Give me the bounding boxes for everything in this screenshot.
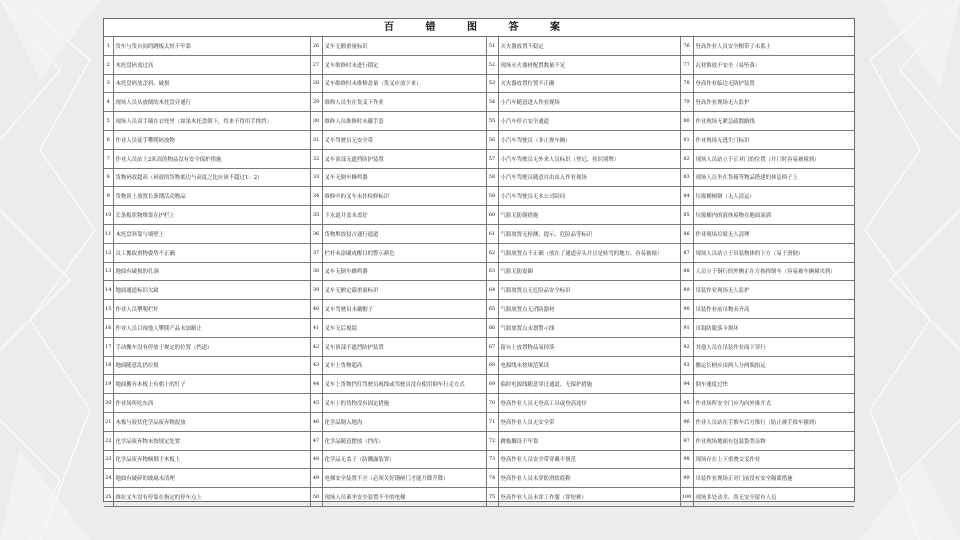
item-number: 30	[310, 112, 322, 131]
item-text: 地面搬弃木板上有朝上的钉子	[113, 375, 310, 394]
item-text: 作业现场无逃生门标识	[693, 130, 854, 149]
item-number: 82	[680, 149, 693, 168]
item-text: 小汽车停占安全通道	[498, 112, 680, 131]
item-number: 31	[310, 130, 322, 149]
item-number: 42	[310, 337, 322, 356]
item-number: 100	[680, 488, 693, 507]
item-text: 灭火器放置位置不正确	[498, 74, 680, 93]
item-text: 小汽车驾驶员（非正规车辆）	[498, 130, 680, 149]
item-text: 登高作业人员安全帽带子未系上	[693, 37, 854, 55]
item-text: 现场存在上下重叠交叉作业	[693, 450, 854, 469]
item-number: 52	[486, 55, 498, 74]
table-row	[104, 112, 854, 131]
item-number: 3	[104, 74, 113, 93]
item-text: 垃圾桶内的液体废物在地面流淌	[693, 206, 854, 225]
item-text: 地面有破碎的玻璃未清理	[113, 469, 310, 488]
item-text: 登高作业现场无人监护	[693, 93, 854, 112]
item-text: 跳板搁设不牢靠	[498, 431, 680, 450]
table-row	[104, 93, 854, 112]
item-text: 化学品倒入地沟	[322, 412, 486, 431]
table-row	[104, 488, 854, 507]
item-text: 地面有破损的孔洞	[113, 262, 310, 281]
item-text: 作业人员站在手推车后方推行（防止被手推车撞到）	[693, 412, 854, 431]
item-text: 叉车顶部无遮挡防护装置	[322, 149, 486, 168]
item-number: 99	[680, 469, 693, 488]
item-text: 叉车顶部不遮挡防护装置	[322, 337, 486, 356]
item-text: 作业人员目视他人攀爬产品未加制止	[113, 318, 310, 337]
item-text: 吊装作业前吊物未齐高	[693, 300, 854, 319]
item-number: 4	[104, 93, 113, 112]
item-text: 木托盘码放歪斜、破损	[113, 74, 310, 93]
table-row	[104, 224, 854, 243]
item-number: 81	[680, 130, 693, 149]
item-number: 39	[310, 281, 322, 300]
item-text: 推拉叉车没有停靠在指定的停车点上	[113, 488, 310, 507]
table-row	[104, 168, 854, 187]
item-number: 28	[310, 74, 322, 93]
item-text: 现场灭火器材配置数量不足	[498, 55, 680, 74]
item-text: 现场人员乘坐安全装置不全的电梯	[322, 488, 486, 507]
item-number: 7	[104, 149, 113, 168]
item-text: 搬运长柄应由两人分两端抬运	[693, 356, 854, 375]
item-text: 小汽车驾驶员无本公司陪同	[498, 187, 680, 206]
table-row	[104, 431, 854, 450]
item-text: 作业现场地面有包装袋类杂物	[693, 431, 854, 450]
item-number: 69	[486, 375, 498, 394]
item-number: 97	[680, 431, 693, 450]
item-number: 29	[310, 93, 322, 112]
table-row	[104, 318, 854, 337]
item-number: 13	[104, 262, 113, 281]
item-text: 叉车维修时未进行锁定	[322, 55, 486, 74]
item-text: 作业场所吃东西	[113, 394, 310, 413]
item-number: 35	[310, 206, 322, 225]
item-text: 气瓶放置无检测、提示、危险品等标识	[498, 224, 680, 243]
item-number: 10	[104, 206, 113, 225]
table-row	[104, 130, 854, 149]
item-text: 登高作业人员未穿防滑软底鞋	[498, 469, 680, 488]
item-number: 20	[104, 394, 113, 413]
item-number: 70	[486, 394, 498, 413]
table-row	[104, 55, 854, 74]
item-text: 维修人员维修时未戴手套	[322, 112, 486, 131]
item-number: 40	[310, 300, 322, 319]
item-text: 维修中的叉车未挂检修标识	[322, 187, 486, 206]
item-number: 18	[104, 356, 113, 375]
item-number: 95	[680, 394, 693, 413]
item-text: 气瓶放置点无消防器材	[498, 300, 680, 319]
item-number: 84	[680, 187, 693, 206]
item-number: 56	[486, 130, 498, 149]
item-text: 叉车无倒车蜂鸣器	[322, 168, 486, 187]
item-number: 60	[486, 206, 498, 225]
item-number: 75	[486, 488, 498, 507]
item-text: 现场多处动幸、尚无安全留有人员	[693, 488, 854, 507]
item-text: 登高作业人员未穿工作服（穿短裤）	[498, 488, 680, 507]
item-text: 其他人员在吊装作业面下穿行	[693, 337, 854, 356]
item-number: 2	[104, 55, 113, 74]
item-number: 61	[486, 224, 498, 243]
item-text: 临时电源线随意穿过通道、无保护措施	[498, 375, 680, 394]
item-number: 78	[680, 74, 693, 93]
item-number: 94	[680, 375, 693, 394]
item-number: 47	[310, 431, 322, 450]
item-text: 倒车速度过快	[693, 375, 854, 394]
item-text: 木托盘码放过高	[113, 55, 310, 74]
item-text: 地面通道标识欠缺	[113, 281, 310, 300]
item-text: 化学品废弃物倾倒于木板上	[113, 450, 310, 469]
item-number: 68	[486, 356, 498, 375]
table-row	[104, 187, 854, 206]
item-number: 21	[104, 412, 113, 431]
item-text: 下水道井盖未盖好	[322, 206, 486, 225]
item-number: 74	[486, 469, 498, 488]
item-text: 作业人员攀爬栏杆	[113, 300, 310, 319]
item-text: 登高作业人员无登高工具或登高途径	[498, 394, 680, 413]
item-number: 72	[486, 431, 498, 450]
table-row	[104, 281, 854, 300]
item-text: 维修人员坐在货叉下作业	[322, 93, 486, 112]
item-number: 6	[104, 130, 113, 149]
item-number: 59	[486, 187, 498, 206]
item-text: 叉车无倒车蜂鸣器	[322, 262, 486, 281]
item-text: 现场人员从放倒的木托盘旁通行	[113, 93, 310, 112]
item-text: 吊钩防脱落卡损坏	[693, 318, 854, 337]
table-row	[104, 300, 854, 319]
item-text: 货车与货台间的跳板太短不牢靠	[113, 37, 310, 55]
item-text: 气瓶放置点无危险品安全标识	[498, 281, 680, 300]
item-number: 88	[680, 262, 693, 281]
item-number: 14	[104, 281, 113, 300]
item-number: 65	[486, 300, 498, 319]
item-number: 19	[104, 375, 113, 394]
item-number: 44	[310, 375, 322, 394]
item-text: 瓦材推放不安全（易坠落）	[693, 55, 854, 74]
item-text: 现场人员双手插在衣兜里（如果木托盘倒下，将来不得用手撑挡）	[113, 112, 310, 131]
item-text: 气瓶放置点未划警示线	[498, 318, 680, 337]
item-number: 66	[486, 318, 498, 337]
item-text: 现场人员坐在货箱等物品搭建的休息椅子上	[693, 168, 854, 187]
item-text: 员工搬取重物姿势不正确	[113, 243, 310, 262]
table-row	[104, 243, 854, 262]
item-text: 作业人员徒手攀爬码放物	[113, 130, 310, 149]
item-number: 5	[104, 112, 113, 131]
item-number: 98	[680, 450, 693, 469]
item-text: 货物堆放侵占通行通道	[322, 224, 486, 243]
item-number: 51	[486, 37, 498, 55]
item-text: 灭火器放置不稳定	[498, 37, 680, 55]
item-text: 叉车无后视镜	[322, 318, 486, 337]
item-number: 23	[104, 450, 113, 469]
item-text: 电梯安全装置不全（必须关好钢闸门才能升降升降）	[322, 469, 486, 488]
table-row	[104, 412, 854, 431]
item-text: 作业现场垃圾无人清理	[693, 224, 854, 243]
item-text: 叉车无额定载重量标识	[322, 281, 486, 300]
item-number: 55	[486, 112, 498, 131]
item-text: 现场人员站立于正对门的位置（开门时容易被撞到）	[693, 149, 854, 168]
table-row	[104, 149, 854, 168]
item-number: 1	[104, 37, 113, 55]
item-number: 92	[680, 337, 693, 356]
item-number: 26	[310, 37, 322, 55]
item-number: 50	[310, 488, 322, 507]
table-row	[104, 450, 854, 469]
item-text: 叉车上货物挡住驾驶员视线或驾驶员没有使用倒车行走方式	[322, 375, 486, 394]
table-row	[104, 262, 854, 281]
item-number: 11	[104, 224, 113, 243]
item-text: 小汽车驾驶员随意自由出入作业现场	[498, 168, 680, 187]
answer-table-body	[104, 37, 854, 506]
item-text: 人员立于铜行的外侧正在方指挥倒车（容易被车辆撞夹到）	[693, 262, 854, 281]
item-number: 33	[310, 168, 322, 187]
item-number: 16	[104, 318, 113, 337]
item-number: 64	[486, 281, 498, 300]
item-text: 化学品无盖子（防溅露装置）	[322, 450, 486, 469]
item-number: 49	[310, 469, 322, 488]
table-row	[104, 37, 854, 55]
item-number: 36	[310, 224, 322, 243]
item-number: 22	[104, 431, 113, 450]
item-number: 54	[486, 93, 498, 112]
item-text: 登高作业临边无防护装置	[693, 74, 854, 93]
item-text: 叉车上的货物没有固定措施	[322, 394, 486, 413]
item-number: 38	[310, 262, 322, 281]
table-row	[104, 356, 854, 375]
item-text: 手动搬车没有停放于规定的位置（挡道）	[113, 337, 310, 356]
item-text: 叉车无额重量标识	[322, 37, 486, 55]
item-number: 93	[680, 356, 693, 375]
item-text: 木托盘斜靠与墙壁上	[113, 224, 310, 243]
item-text: 作业场所安全门应为向外推开式	[693, 394, 854, 413]
item-number: 67	[486, 337, 498, 356]
item-number: 17	[104, 337, 113, 356]
item-number: 53	[486, 74, 498, 93]
item-number: 62	[486, 243, 498, 262]
item-text: 登高作业人员无安全带	[498, 412, 680, 431]
item-text: 登高作业人员安全带穿戴不规范	[498, 450, 680, 469]
item-text: 化学品随意摆放（挡库）	[322, 431, 486, 450]
item-text: 叉车驾驶员未戴帽子	[322, 300, 486, 319]
item-text: 气瓶放置点不正确（放在了通道旁头并且是转弯的地方、容易被撞）	[498, 243, 680, 262]
item-number: 41	[310, 318, 322, 337]
item-number: 46	[310, 412, 322, 431]
item-text: 吊装作业现场无人监护	[693, 281, 854, 300]
item-number: 32	[310, 149, 322, 168]
item-number: 73	[486, 450, 498, 469]
item-number: 63	[486, 262, 498, 281]
item-text: 作业现场无紧急疏散路线	[693, 112, 854, 131]
item-number: 43	[310, 356, 322, 375]
item-number: 89	[680, 281, 693, 300]
item-number: 87	[680, 243, 693, 262]
item-number: 8	[104, 168, 113, 187]
item-text: 作业人员站上2米高的物品没有安全保护措施	[113, 149, 310, 168]
item-text: 现场人员站立于吊装物体的下方（易于滑倒）	[693, 243, 854, 262]
answer-table	[104, 37, 854, 507]
item-number: 79	[680, 93, 693, 112]
item-number: 48	[310, 450, 322, 469]
table-row	[104, 74, 854, 93]
item-text: 化学品废弃物未按规定处置	[113, 431, 310, 450]
item-number: 24	[104, 469, 113, 488]
item-number: 25	[104, 488, 113, 507]
item-text: 留台上放置物品易掉落	[498, 337, 680, 356]
item-text: 电源线未按规范架设	[498, 356, 680, 375]
sheet-title: 百 错 图 答 案	[104, 19, 854, 37]
item-number: 86	[680, 224, 693, 243]
table-row	[104, 394, 854, 413]
item-text: 货物码放超高（码放的货物底边与高度之比应该不超过1：2）	[113, 168, 310, 187]
item-number: 57	[486, 149, 498, 168]
item-number: 85	[680, 206, 693, 225]
item-number: 90	[680, 300, 693, 319]
item-number: 45	[310, 394, 322, 413]
table-row	[104, 206, 854, 225]
item-number: 83	[680, 168, 693, 187]
item-number: 12	[104, 243, 113, 262]
item-text: 叉车维修时未维修盖量（货叉应放下来）	[322, 74, 486, 93]
item-number: 91	[680, 318, 693, 337]
answer-sheet	[103, 18, 855, 502]
item-text: 地面随意乱扔垃圾	[113, 356, 310, 375]
item-number: 77	[680, 55, 693, 74]
table-row	[104, 337, 854, 356]
item-number: 15	[104, 300, 113, 319]
item-number: 27	[310, 55, 322, 74]
item-number: 80	[680, 112, 693, 131]
item-text: 垃圾桶倾倒（无人清运）	[693, 187, 854, 206]
item-text: 小汽车随意进入作业现场	[498, 93, 680, 112]
item-number: 76	[680, 37, 693, 55]
item-number: 96	[680, 412, 693, 431]
item-text: 货物顶上放置长条钢活动物品	[113, 187, 310, 206]
item-number: 37	[310, 243, 322, 262]
item-text: 木板与液状化学品废弃物混放	[113, 412, 310, 431]
item-text: 吊装作业现场正对门前没有安全隔离措施	[693, 469, 854, 488]
item-text: 气瓶无防倒措施	[498, 206, 680, 225]
table-row	[104, 375, 854, 394]
item-number: 9	[104, 187, 113, 206]
item-text: 气瓶无防震圈	[498, 262, 680, 281]
item-number: 58	[486, 168, 498, 187]
table-row	[104, 469, 854, 488]
item-text: 长条板状物堆靠在护栏上	[113, 206, 310, 225]
item-number: 34	[310, 187, 322, 206]
item-text: 栏杆未涂刷成醒目的警示颜色	[322, 243, 486, 262]
item-number: 71	[486, 412, 498, 431]
item-text: 叉车上货物超高	[322, 356, 486, 375]
item-text: 叉车驾驶员无安全带	[322, 130, 486, 149]
item-text: 小汽车驾驶员无外来人员标识（登记、挂识别牌）	[498, 149, 680, 168]
